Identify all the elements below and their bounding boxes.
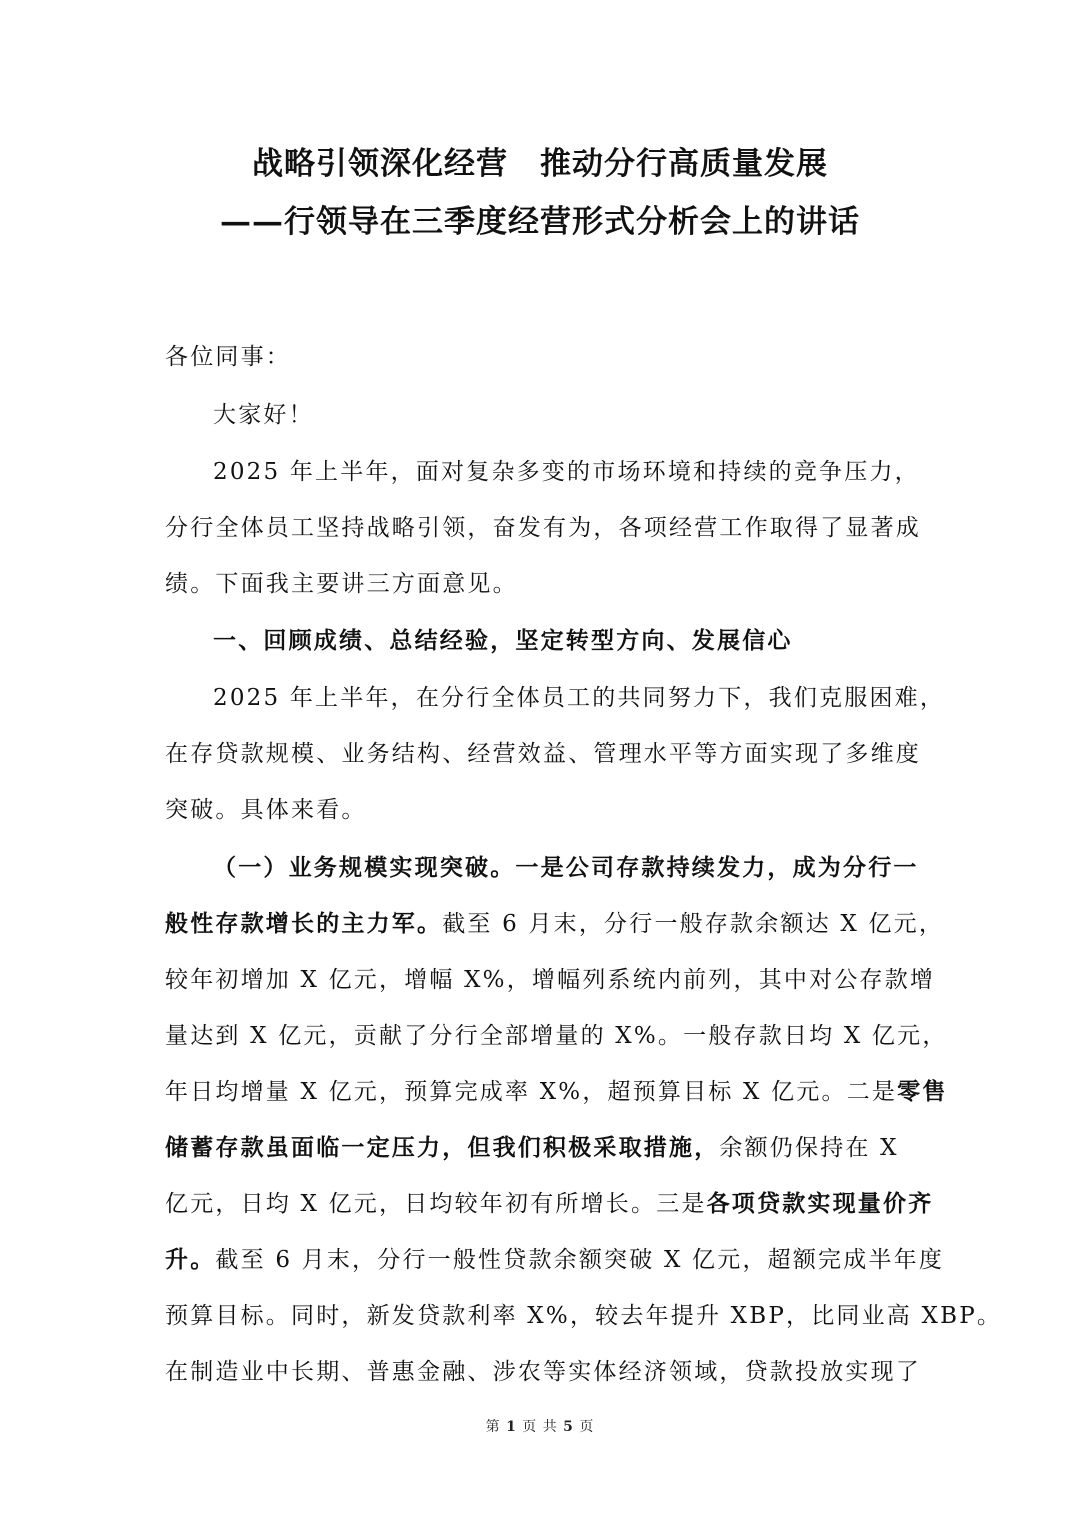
text-run: 截至 6 月末，分行一般存款余额达 X 亿元， (442, 911, 945, 937)
text-run: 亿元，日均 X 亿元，日均较年初有所增长。三是 (165, 1191, 707, 1217)
document-subtitle: ——行领导在三季度经营形式分析会上的讲话 (220, 204, 860, 240)
paragraph-line: 2025 年上半年，面对复杂多变的市场环境和持续的竞争压力， (213, 459, 920, 485)
paragraph-line: 量达到 X 亿元，贡献了分行全部增量的 X%。一般存款日均 X 亿元， (165, 1023, 948, 1049)
footer-label: 第 (485, 1419, 501, 1435)
paragraph-line (165, 1243, 944, 1277)
paragraph-line: （一）业务规模实现突破。一是公司存款持续发力，成为分行一 (213, 854, 919, 881)
paragraph-line: 绩。下面我主要讲三方面意见。 (165, 571, 518, 597)
text-run: 截至 6 月末，分行一般性贷款余额突破 X 亿元，超额完成半年度 (215, 1247, 945, 1273)
bold-phrase: 般性存款增长的主力军。 (165, 910, 443, 937)
paragraph-line: 预算目标。同时，新发贷款利率 X%，较去年提升 XBP，比同业高 XBP。 (165, 1303, 1003, 1329)
bold-phrase: 零售 (897, 1078, 948, 1105)
page-footer (0, 1416, 1080, 1436)
paragraph-line: 较年初增加 X 亿元，增幅 X%，增幅列系统内前列，其中对公存款增 (165, 967, 936, 993)
footer-label: 页 共 (522, 1419, 558, 1435)
paragraph-line: 2025 年上半年，在分行全体员工的共同努力下，我们克服困难， (213, 685, 946, 711)
hello-line: 大家好！ (213, 402, 314, 428)
current-page-number: 1 (506, 1419, 517, 1435)
section-heading-text: 一、回顾成绩、总结经验，坚定转型方向、发展信心 (213, 627, 793, 654)
paragraph-line (165, 907, 944, 941)
paragraph-line (165, 1075, 948, 1109)
paragraph-line: 在存贷款规模、业务结构、经营效益、管理水平等方面实现了多维度 (165, 741, 921, 767)
bold-phrase: 储蓄存款虽面临一定压力，但我们积极采取措施， (165, 1134, 720, 1161)
text-run: 年日均增量 X 亿元，预算完成率 X%，超预算目标 X 亿元。二是 (165, 1079, 898, 1105)
footer-label: 页 (579, 1419, 595, 1435)
paragraph-line (165, 1131, 899, 1165)
paragraph-line: 分行全体员工坚持战略引领，奋发有为，各项经营工作取得了显著成 (165, 515, 921, 541)
bold-phrase: 各项贷款实现量价齐 (706, 1190, 934, 1217)
greeting: 各位同事： (165, 344, 291, 370)
total-pages-number: 5 (563, 1419, 574, 1435)
paragraph-line: 在制造业中长期、普惠金融、涉农等实体经济领域，贷款投放实现了 (165, 1359, 921, 1385)
paragraph-line (165, 1187, 933, 1221)
bold-phrase: 升。 (165, 1246, 216, 1273)
text-run: 余额仍保持在 X (719, 1135, 899, 1161)
paragraph-line: 突破。具体来看。 (165, 797, 367, 823)
document-title: 战略引领深化经营 推动分行高质量发展 (252, 146, 828, 182)
